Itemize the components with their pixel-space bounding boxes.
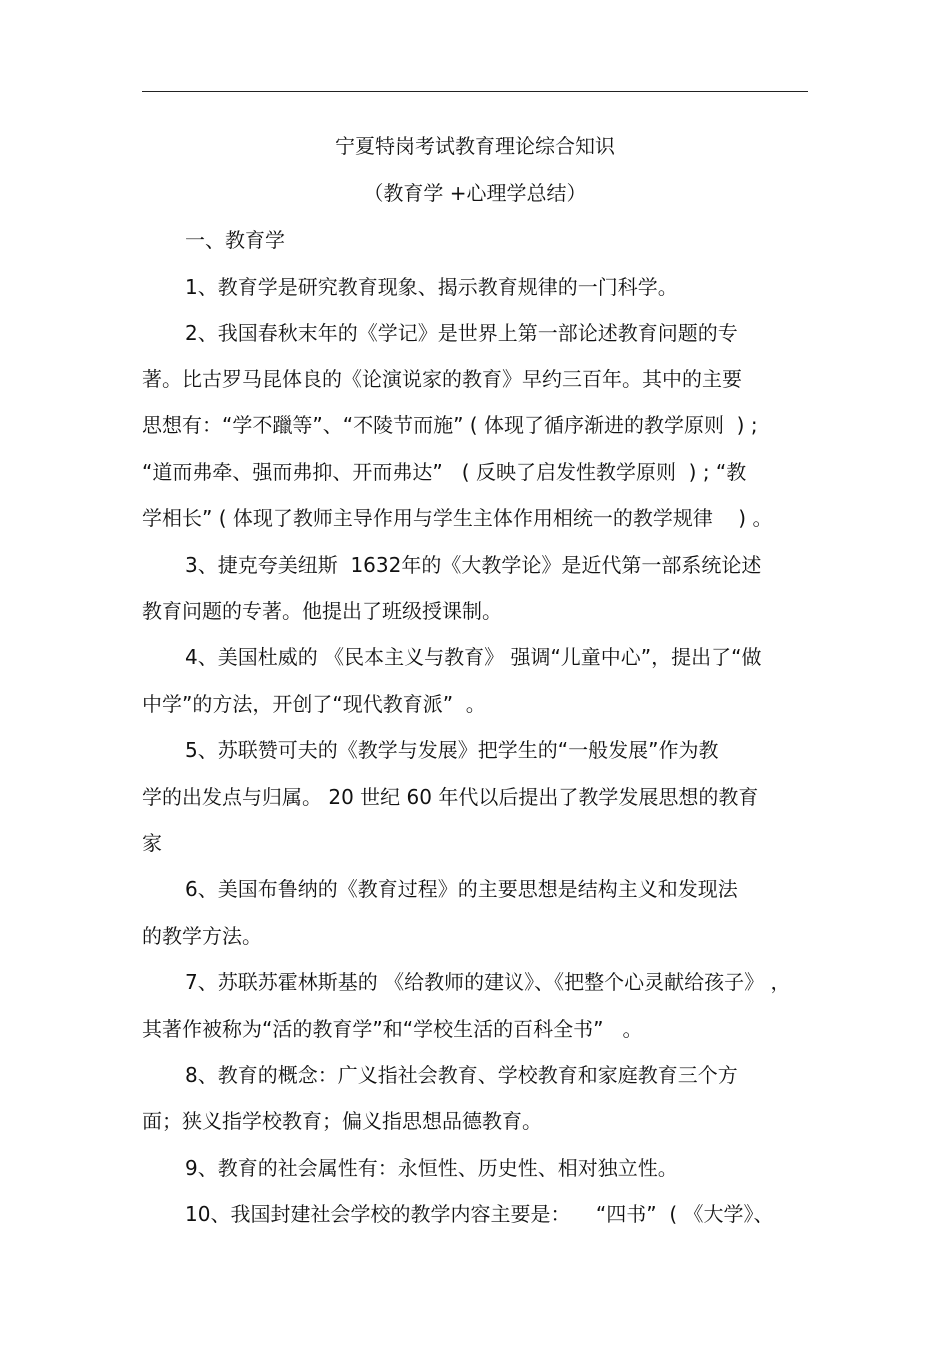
paragraph-line: 3、捷克夸美纽斯 1632年的《大教学论》是近代第一部系统论述	[185, 553, 762, 577]
paragraph-line: 4、美国杜威的 《民本主义与教育》 强调“儿童中心”，提出了“做	[185, 645, 762, 669]
paragraph-line: 学的出发点与归属。 20 世纪 60 年代以后提出了教学发展思想的教育	[142, 785, 759, 809]
paragraph-line: 思想有：“学不躐等”、“不陵节而施” ( 体现了循序渐进的教学原则 ) ;	[142, 413, 758, 437]
paragraph-line: 1、教育学是研究教育现象、揭示教育规律的一门科学。	[185, 275, 678, 299]
paragraph-line: 9、教育的社会属性有：永恒性、历史性、相对独立性。	[185, 1156, 678, 1180]
section-heading: 一、教育学	[185, 228, 285, 252]
paragraph-line: 其著作被称为“活的教育学”和“学校生活的百科全书” 。	[142, 1017, 643, 1041]
paragraph-line: 6、美国布鲁纳的《教育过程》的主要思想是结构主义和发现法	[185, 877, 738, 901]
paragraph-line: 5、苏联赞可夫的《教学与发展》把学生的“一般发展”作为教	[185, 738, 719, 762]
paragraph-line: 著。比古罗马昆体良的《论演说家的教育》早约三百年。其中的主要	[142, 367, 742, 391]
paragraph-line: 10、我国封建社会学校的教学内容主要是： “四书” ( 《大学》、	[185, 1202, 774, 1226]
paragraph-line: 7、苏联苏霍林斯基的 《给教师的建议》、《把整个心灵献给孩子》 ，	[185, 970, 791, 994]
document-subtitle: （教育学 +心理学总结）	[363, 181, 587, 205]
paragraph-line: 家	[142, 831, 162, 855]
paragraph-line: 学相长” ( 体现了教师主导作用与学生主体作用相统一的教学规律 ) 。	[142, 506, 773, 530]
header-rule	[142, 91, 808, 92]
paragraph-line: 的教学方法。	[142, 924, 262, 948]
paragraph-line: 面；狭义指学校教育；偏义指思想品德教育。	[142, 1109, 542, 1133]
paragraph-line: 2、我国春秋末年的《学记》是世界上第一部论述教育问题的专	[185, 321, 738, 345]
paragraph-line: “道而弗牵、强而弗抑、开而弗达” ( 反映了启发性教学原则 ) ; “教	[142, 460, 747, 484]
paragraph-line: 8、教育的概念：广义指社会教育、学校教育和家庭教育三个方	[185, 1063, 738, 1087]
document-title: 宁夏特岗考试教育理论综合知识	[335, 134, 615, 158]
paragraph-line: 中学”的方法，开创了“现代教育派” 。	[142, 692, 486, 716]
paragraph-line: 教育问题的专著。他提出了班级授课制。	[142, 599, 502, 623]
